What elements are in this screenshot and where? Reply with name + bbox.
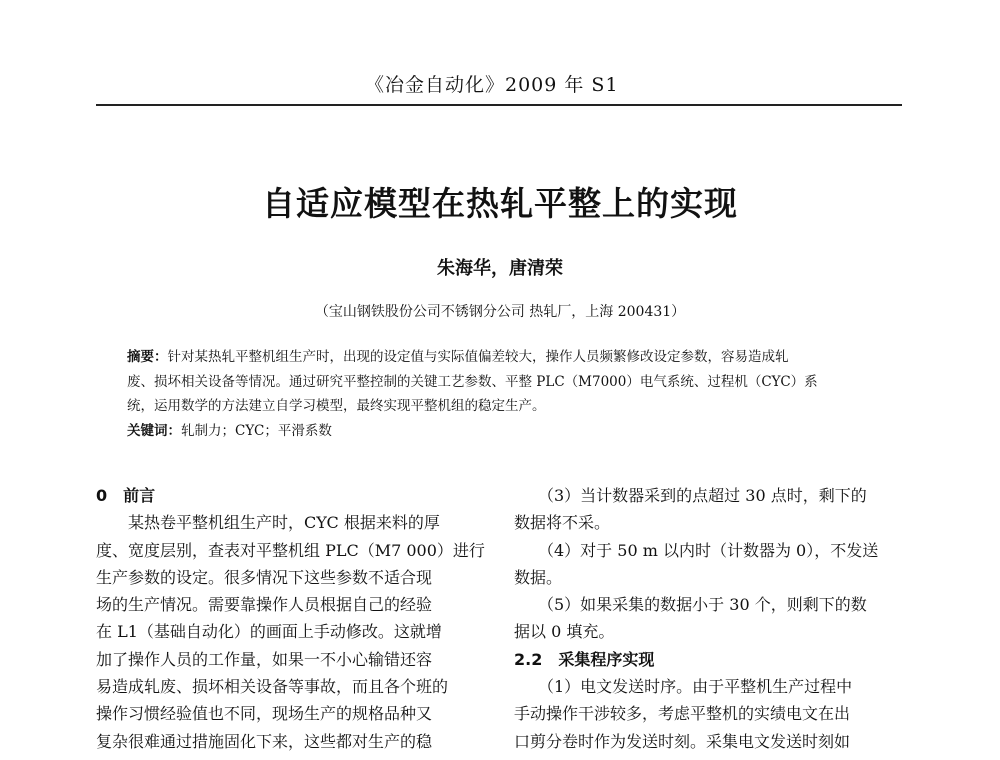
body-line: （4）对于 50 m 以内时（计数器为 0），不发送 [514,540,879,560]
body-line: （5）如果采集的数据小于 30 个，则剩下的数 [514,595,867,615]
body-line: 数据。 [514,567,563,587]
body-line: 操作习惯经验值也不同，现场生产的规格品种又 [96,704,433,724]
keywords-label: 关键词： [127,422,181,439]
abstract-line: 统，运用数学的方法建立自学习模型，最终实现平整机组的稳定生产。 [127,398,546,414]
section-subheading: 2.2 采集程序实现 [514,649,655,669]
article-title: 自适应模型在热轧平整上的实现 [262,184,738,223]
body-line: 口剪分卷时作为发送时刻。采集电文发送时刻如 [514,731,851,751]
abstract-text: 针对某热轧平整机组生产时，出现的设定值与实际值偏差较大，操作人员频繁修改设定参数，容易造成轧 [167,349,789,365]
article-affiliation: （宝山钢铁股份公司不锈钢分公司 热轧厂，上海 200431） [314,304,686,320]
body-line: 生产参数的设定。很多情况下这些参数不适合现 [96,567,433,587]
abstract-line [127,345,875,370]
body-line: 某热卷平整机组生产时，CYC 根据来料的厚 [96,513,440,533]
body-line: （1）电文发送时序。由于平整机生产过程中 [514,677,853,697]
keywords-text: 轧制力；CYC；平滑系数 [181,422,332,439]
right-column [514,482,904,755]
body-line: 加了操作人员的工作量，如果一不小心输错还容 [96,649,433,669]
section-heading-intro: 0 前言 [96,486,156,505]
body-line: （3）当计数器采到的点超过 30 点时，剩下的 [514,486,867,505]
body-line: 手动操作干涉较多，考虑平整机的实绩电文在出 [514,704,851,724]
body-line: 场的生产情况。需要靠操作人员根据自己的经验 [96,595,433,615]
article-authors: 朱海华，唐清荣 [437,258,563,279]
body-line: 易造成轧废、损坏相关设备等事故，而且各个班的 [96,677,449,697]
left-column [96,482,486,755]
journal-header: 《冶金自动化》2009 年 S1 [365,74,619,96]
header-rule [96,104,902,106]
body-line: 复杂很难通过措施固化下来，这些都对生产的稳 [96,731,433,751]
keywords-line [127,419,875,444]
body-line: 在 L1（基础自动化）的画面上手动修改。这就增 [96,622,442,642]
body-line: 度、宽度层别，查表对平整机组 PLC（M7 000）进行 [96,540,485,560]
abstract-block [127,345,875,443]
body-line: 数据将不采。 [514,513,611,533]
abstract-label: 摘要： [127,349,168,365]
body-line: 据以 0 填充。 [514,622,615,642]
abstract-line: 废、损坏相关设备等情况。通过研究平整控制的关键工艺参数、平整 PLC（M7000）电气系统、过程机（CYC）系 [127,373,818,390]
